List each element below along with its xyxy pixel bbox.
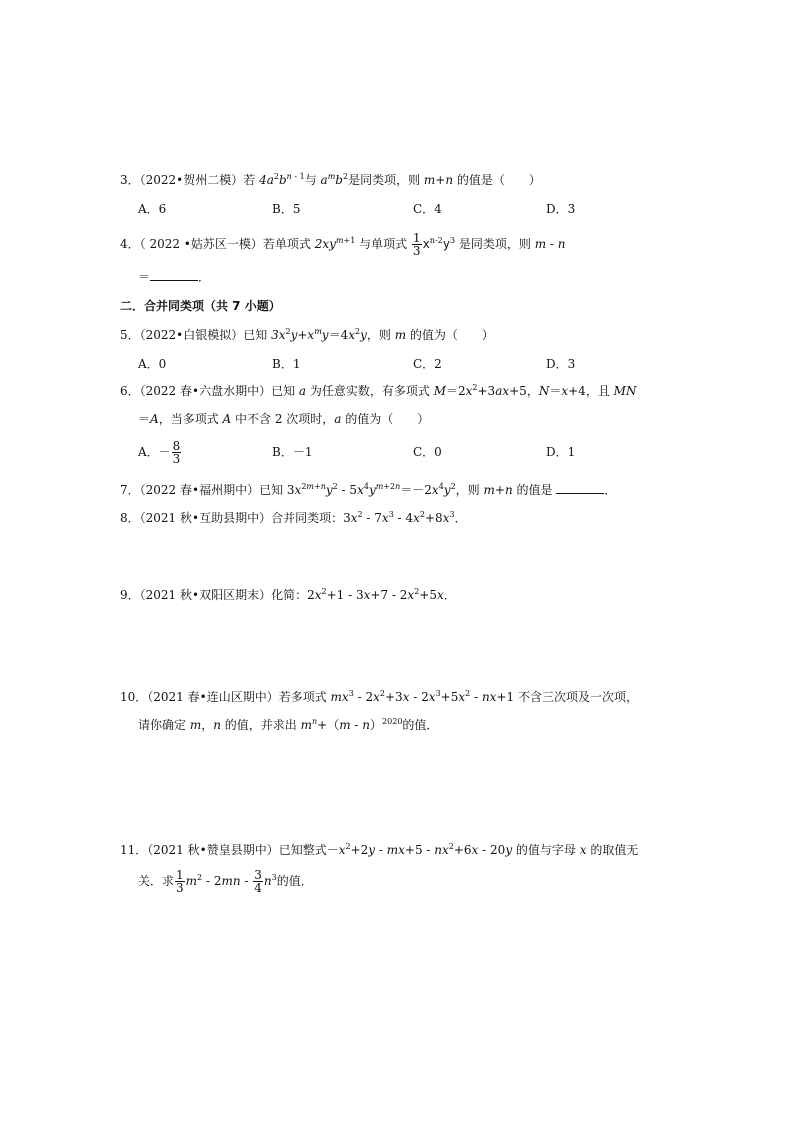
question-10-tail: 不含三次项及一次项， — [517, 690, 638, 704]
question-6-prefix: 6．（2022 春•六盘水期中）已知 — [120, 384, 299, 398]
question-3: 3．（2022•贺州二模）若 $4a^2b^{n - 1}$与 $a^mb^2$是同类项，则 m+n 的值是（ ） — [120, 172, 541, 187]
question-4-prefix: 4．（ 2022 •姑苏区一模）若单项式 — [120, 237, 315, 251]
question-6-option-d: D．1 — [546, 445, 576, 459]
question-11-line2-tail: 的值． — [276, 874, 313, 888]
question-6-option-a-fraction — [172, 440, 182, 465]
question-11: 11．（2021 秋•赞皇县期中）已知整式$-x^2+2y - mx+5 - nx^2+6x - 20y$ 的值与字母 x 的取值无 — [120, 842, 639, 857]
question-9: 9．（2021 秋•双阳区期末）化简：$2x^2+1 - 3x+7 - 2x^2+5x$． — [120, 587, 456, 602]
question-6-option-a-label: A．－ — [138, 445, 171, 459]
question-9-text: 9．（2021 秋•双阳区期末）化简： — [120, 588, 308, 602]
question-4-equals: ＝ — [138, 270, 151, 284]
question-3-option-a: A．6 — [138, 202, 167, 216]
question-3-option-b: B．5 — [272, 202, 301, 216]
question-7-prefix: 7．（2022 春•福州期中）已知 — [120, 483, 287, 497]
answer-blank — [150, 269, 198, 281]
fraction-three-quarters: $\frac{3}{4}$ — [254, 868, 262, 895]
question-10-prefix: 10．（2021 春•连山区期中）若多项式 — [120, 690, 331, 704]
question-5: 5．（2022•白银模拟）已知 $3x^2y+x^my=4x^2y$，则 m 的值为（ ） — [120, 327, 494, 342]
question-6-option-b: B．－1 — [272, 445, 313, 459]
question-4-mid: 与单项式 — [355, 237, 411, 251]
question-4-line2: ＝ ． — [138, 270, 211, 284]
question-11-tail: 的取值无 — [586, 843, 639, 857]
question-5-option-c: C．2 — [413, 357, 442, 371]
question-5-tail: 的值为（ ） — [409, 328, 494, 342]
question-6-option-a — [138, 437, 182, 467]
question-5-option-d: D．3 — [546, 357, 576, 371]
question-6-line1-tail: ，且 — [585, 384, 614, 398]
question-6-line2-tail: 中不含 2 次项时， — [235, 412, 335, 426]
question-6-option-c: C．0 — [413, 445, 442, 459]
question-11-prefix: 11．（2021 秋•赞皇县期中）已知整式－ — [120, 843, 339, 857]
question-6-option-a-numerator: 8 — [172, 439, 181, 453]
fraction-one-third: $\frac{1}{3}$ — [176, 868, 184, 895]
question-3-prefix: 3．（2022•贺州二模）若 — [120, 173, 260, 187]
question-4-fraction-denominator: 3 — [412, 244, 421, 258]
question-4-fraction-numerator: 1 — [412, 231, 421, 245]
question-6-line2-end: 的值为（ ） — [341, 412, 430, 426]
question-8: 8．（2021 秋•互助县期中）合并同类项：$3x^2 - 7x^3 - 4x^2+8x^3$． — [120, 510, 467, 525]
question-5-option-b: B．1 — [272, 357, 301, 371]
question-4-tail: 是同类项，则 — [455, 237, 535, 251]
question-3-tail: 的值是（ ） — [456, 173, 541, 187]
question-6-option-a-denominator: 3 — [172, 452, 181, 466]
question-10: 10．（2021 春•连山区期中）若多项式 $mx^3 - 2x^2+3x - 2x^3+5x^2 - nx+1$ 不含三次项及一次项， — [120, 689, 638, 704]
question-5-option-a: A．0 — [138, 357, 167, 371]
question-5-prefix: 5．（2022•白银模拟）已知 — [120, 328, 272, 342]
question-3-option-d: D．3 — [546, 202, 576, 216]
answer-blank — [556, 482, 604, 494]
question-3-option-c: C．4 — [413, 202, 442, 216]
question-6-line2: ＝A，当多项式 A 中不含 2 次项时，a 的值为（ ） — [138, 412, 430, 426]
question-4-fraction — [412, 232, 422, 257]
question-10-line2: 请你确定 m，n 的值，并求出 $m^n+(m - n)^{2020}$的值． — [138, 717, 439, 732]
question-8-text: 8．（2021 秋•互助县期中）合并同类项： — [120, 511, 344, 525]
question-4: 4．（ 2022 •姑苏区一模）若单项式 $2xy^{m+1}$ 与单项式 $\frac{1}{3}$ $x^{n-2}y^3$ 是同类项，则 m - n — [120, 231, 566, 258]
question-7: 7．（2022 春•福州期中）已知 $3x^{2m+n}y^2 - 5x^4y^{m+2n}=-2x^4y^2$，则 m+n 的值是 ． — [120, 482, 617, 497]
question-11-line2-prefix: 关．求 — [138, 874, 175, 888]
question-11-line2: 关．求 $\frac{1}{3}$ $m^2 - 2mn$ - $\frac{3}{4}$ $n^3$的值． — [138, 868, 313, 895]
question-6: 6．（2022 春•六盘水期中）已知 a 为任意实数，有多项式 $M=2x^2+3ax+5$，N＝x+4，且 MN — [120, 383, 637, 398]
question-7-tail: 的值是 — [512, 483, 557, 497]
section-2-heading: 二．合并同类项（共 7 小题） — [120, 299, 281, 313]
question-10-line2-text: 请你确定 — [138, 718, 190, 732]
